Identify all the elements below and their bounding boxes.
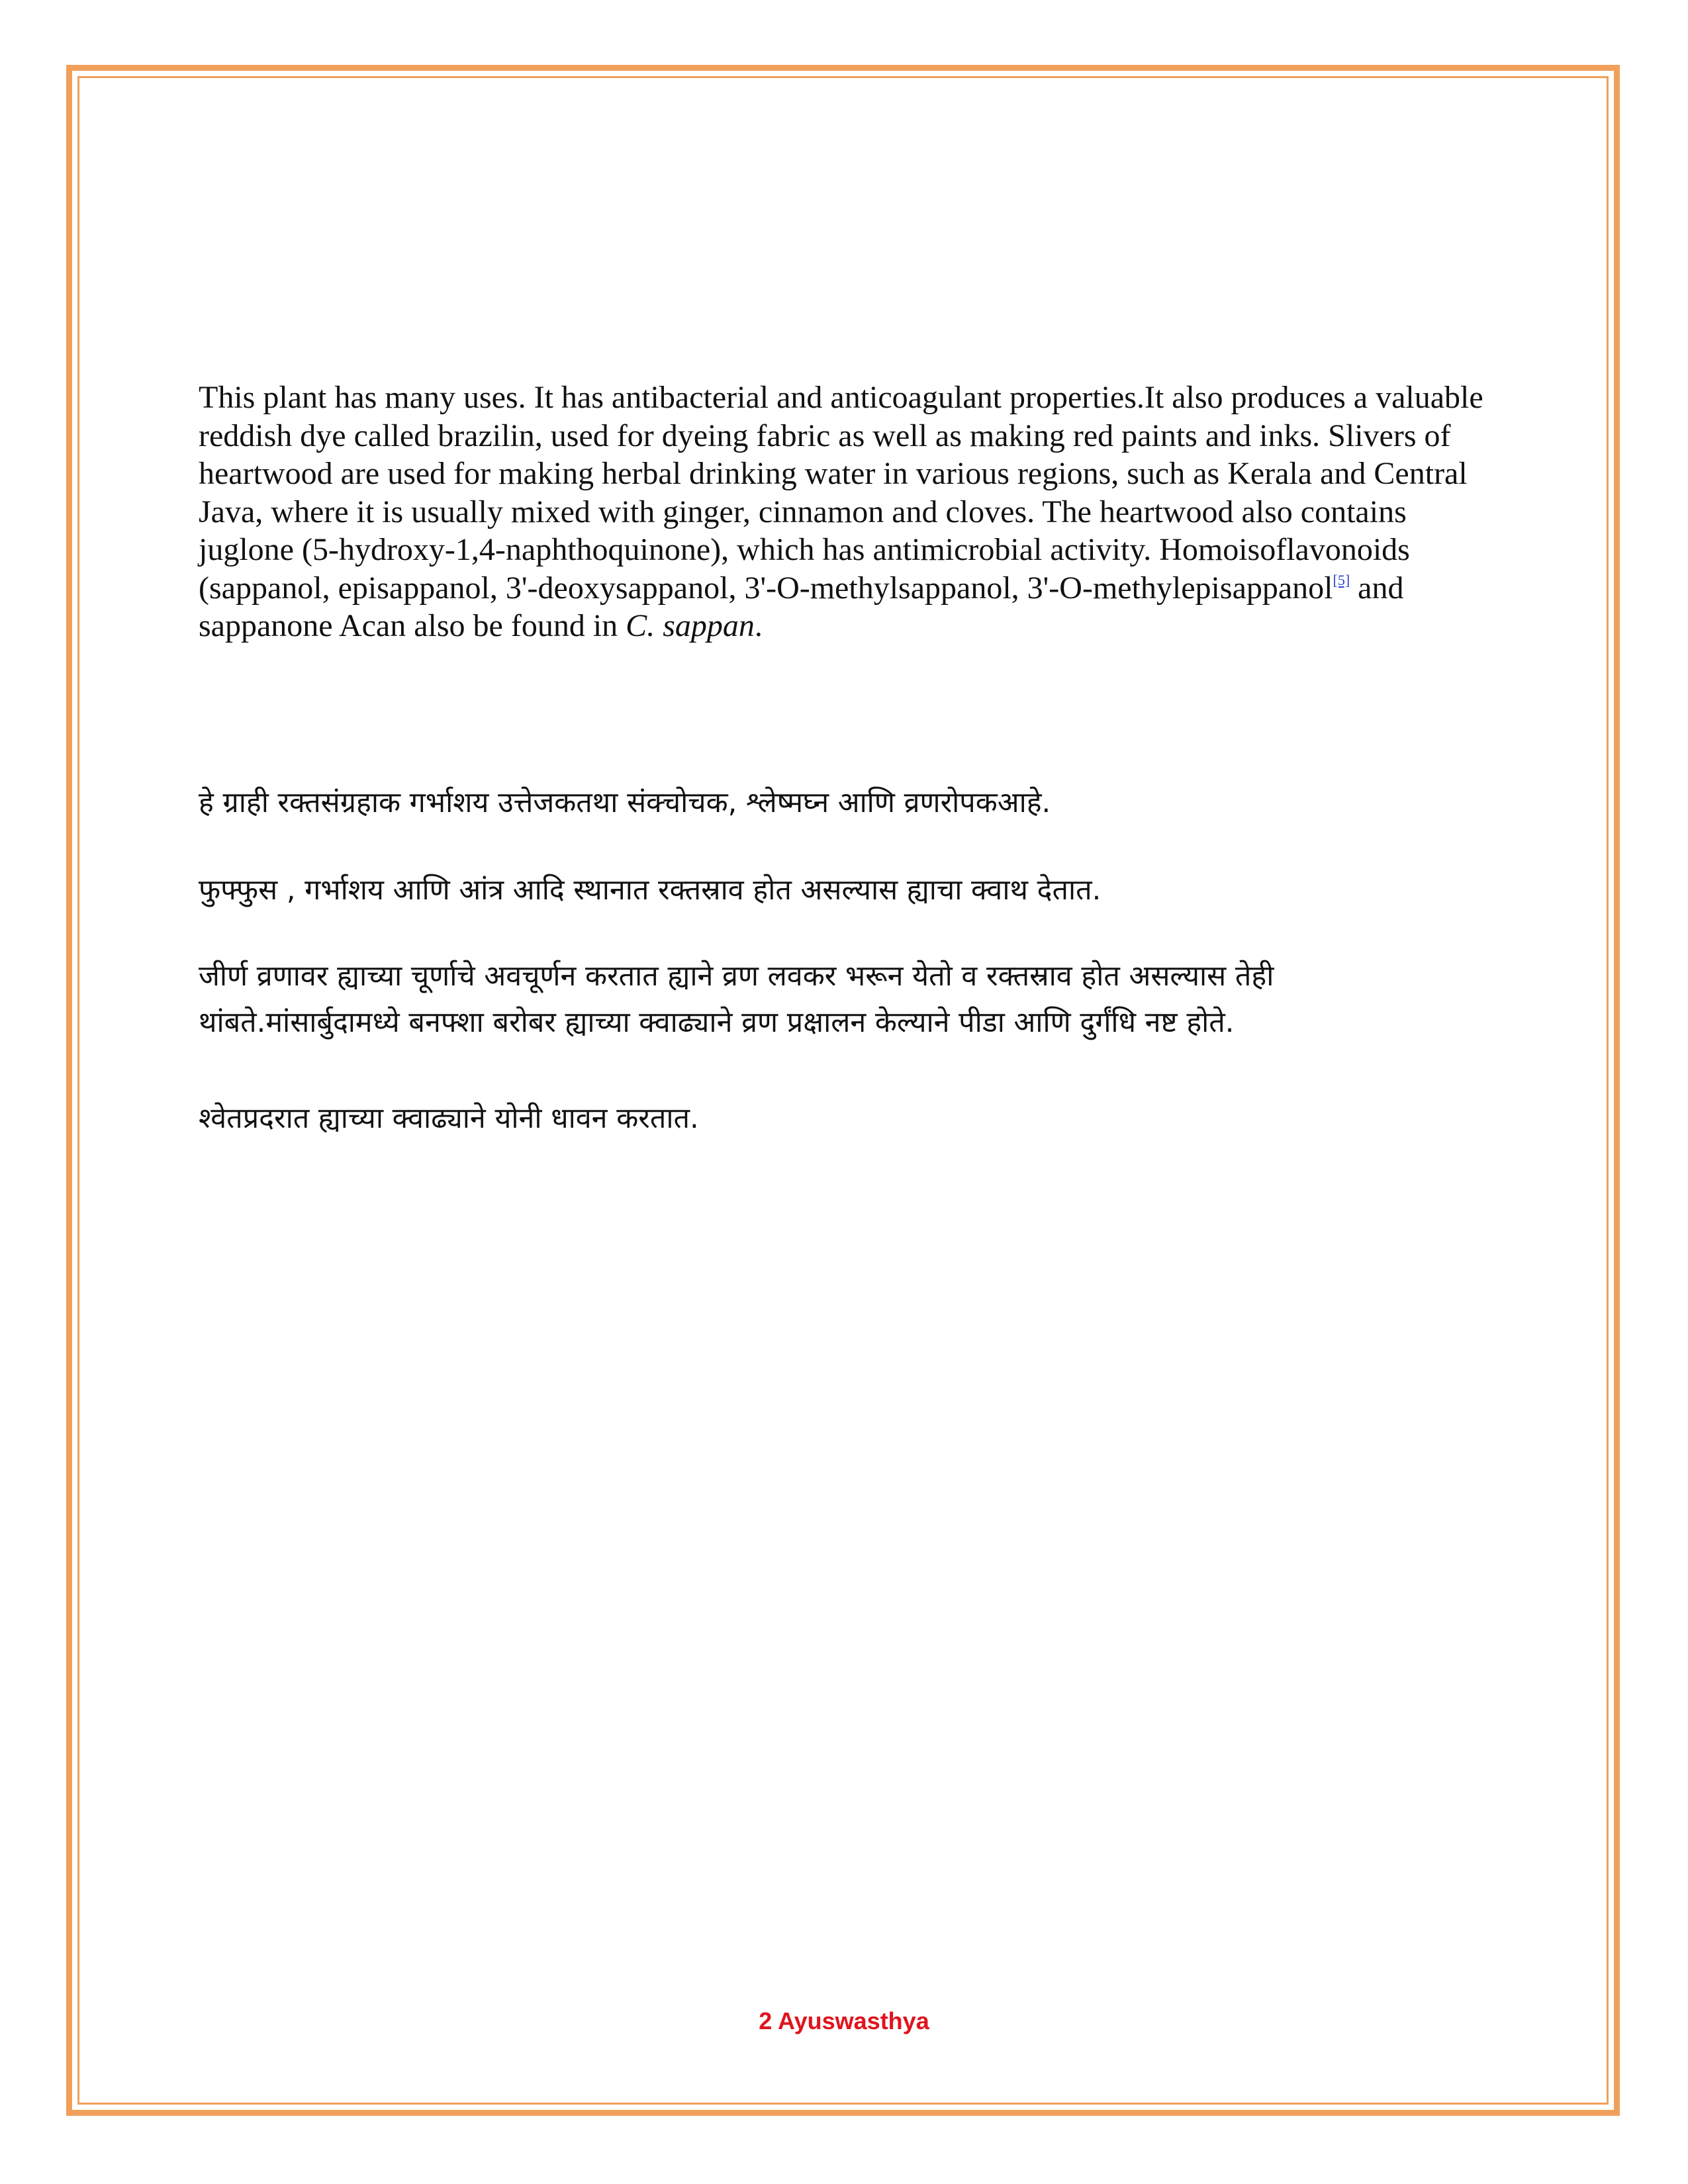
reference-superscript[interactable] bbox=[1333, 572, 1350, 588]
marathi-paragraph-4 bbox=[199, 1095, 1509, 1142]
marathi-paragraph-3 bbox=[199, 953, 1509, 1046]
english-text-after-ref: and sappanone Acan also be found in bbox=[199, 570, 1404, 643]
species-name: C. sappan bbox=[626, 608, 755, 643]
marathi-paragraph-2 bbox=[199, 867, 1509, 913]
marathi-line: हे ग्राही रक्तसंग्रहाक गर्भाशय उत्तेजकतथा संक्चोचक, श्लेष्मघ्न आणि व्रणरोपकआहे. bbox=[199, 786, 1051, 819]
english-paragraph bbox=[199, 379, 1496, 645]
marathi-line: श्वेतप्रदरात ह्याच्या क्वाढ्याने योनी धावन करतात. bbox=[199, 1102, 699, 1135]
page-footer: 2 Ayuswasthya bbox=[759, 2007, 929, 2034]
english-text-main: This plant has many uses. It has antibacterial and anticoagulant properties.It also produces a valuable reddish dye called brazilin, used for dyeing fabric as well as making red paints and inks. Slivers of heartwood are used for making herbal drinking water in various regions, such as Kerala and Central Java, where it is usually mixed with ginger, cinnamon and cloves. The heartwood also contains juglone (5-hydroxy-1,4-naphthoquinone), which has antimicrobial activity. Homoisoflavonoids (sappanol, episappanol, 3'-deoxysappanol, 3'-O-methylsappanol, 3'-O-methylepisappanol bbox=[199, 380, 1483, 606]
marathi-line: जीर्ण व्रणावर ह्याच्या चूर्णाचे अवचूर्णन करतात ह्याने व्रण लवकर भरून येतो व रक्तस्राव होत असल्यास तेही bbox=[199, 960, 1274, 993]
marathi-line: फुफ्फुस , गर्भाशय आणि आंत्र आदि स्थानात रक्तस्राव होत असल्यास ह्याचा क्वाथ देतात. bbox=[199, 874, 1102, 907]
reference-link[interactable]: [5] bbox=[1333, 571, 1350, 588]
marathi-paragraph-1 bbox=[199, 780, 1509, 826]
english-end-punct: . bbox=[754, 608, 763, 643]
marathi-line: थांबते.मांसार्बुदामध्ये बनफ्शा बरोबर ह्याच्या क्वाढ्याने व्रण प्रक्षालन केल्याने पीडा आणि दुर्गंधि नष्ट होते. bbox=[199, 1006, 1235, 1039]
